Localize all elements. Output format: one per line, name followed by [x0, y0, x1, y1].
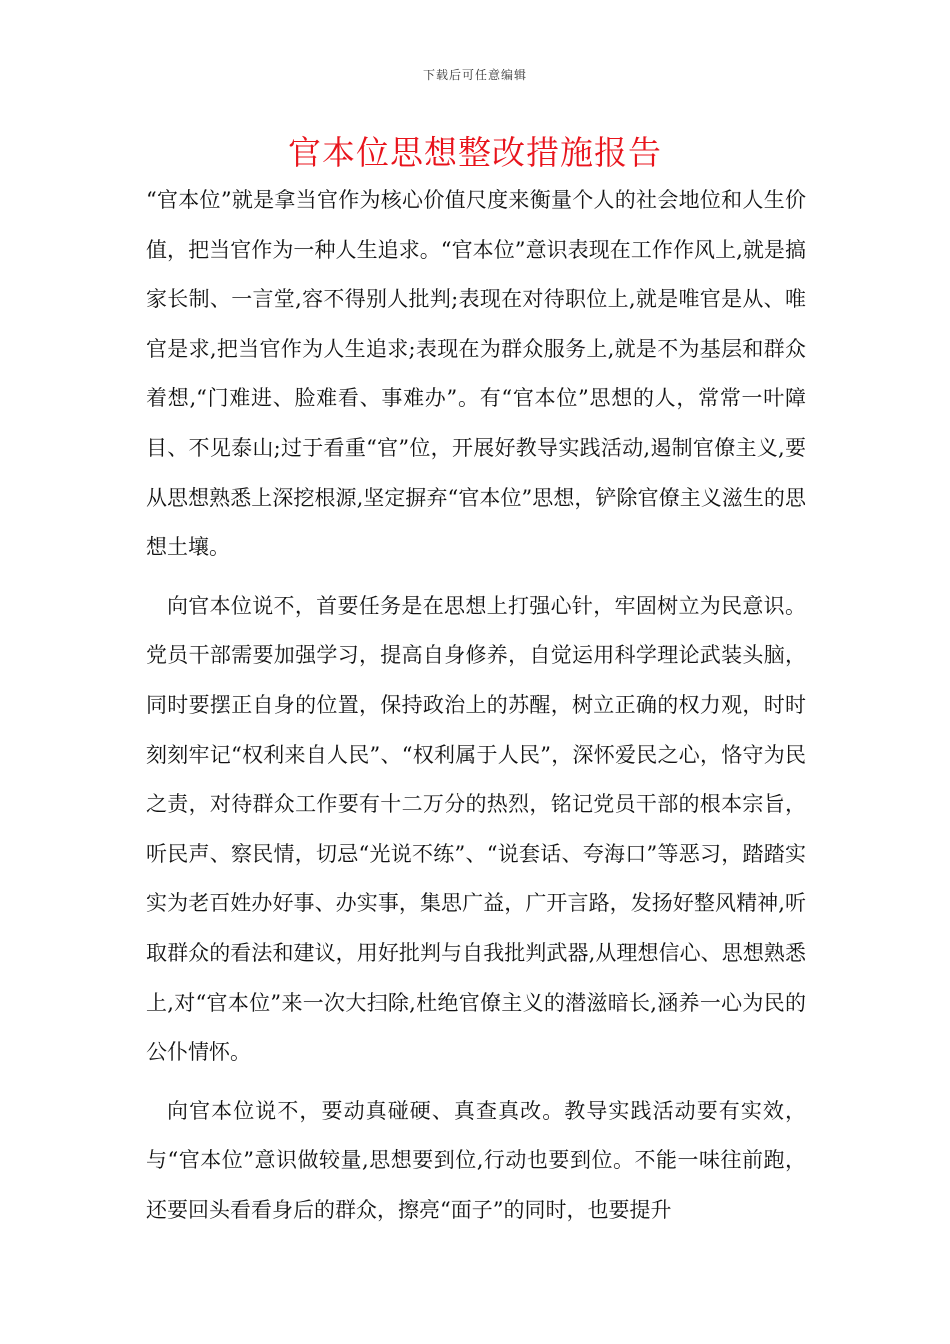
paragraph-3: 向官本位说不，要动真碰硬、真查真改。教导实践活动要有实效，与“官本位”意识做较量,思想要到位,行动也要到位。不能一味往前跑，还要回头看看身后的群众，擦亮“面子”的同时，也要提升 — [146, 1098, 806, 1222]
document-title: 官本位思想整改措施报告 — [288, 133, 662, 172]
header-note: 下载后可任意编辑 — [422, 68, 527, 82]
paragraph-2: 向官本位说不，首要任务是在思想上打强心针，牢固树立为民意识。党员干部需要加强学习，提高自身修养，自觉运用科学理论武装头脑，同时要摆正自身的位置，保持政治上的苏醒，树立正确的权力观，时时刻刻牢记“权利来自人民”、“权利属于人民”，深怀爱民之心，恪守为民之责，对待群众工作要有十二万分的热烈，铭记党员干部的根本宗旨，听民声、察民情，切忌“光说不练”、“说套话、夸海口”等恶习，踏踏实实为老百姓办好事、办实事，集思广益，广开言路，发扬好整风精神,听取群众的看法和建议，用好批判与自我批判武器,从理想信心、思想熟悉上,对“官本位”来一次大扫除,杜绝官僚主义的潜滋暗长,涵养一心为民的公仆情怀。 — [146, 593, 806, 1065]
document-body — [146, 176, 806, 1235]
paragraph-1: “官本位”就是拿当官作为核心价值尺度来衡量个人的社会地位和人生价值，把当官作为一种人生追求。“官本位”意识表现在工作作风上,就是搞家长制、一言堂,容不得别人批判;表现在对待职位上,就是唯官是从、唯官是求,把当官作为人生追求;表现在为群众服务上,就是不为基层和群众着想,“门难进、脸难看、事难办”。有“官本位”思想的人，常常一叶障目、不见泰山;过于看重“官”位，开展好教导实践活动,遏制官僚主义,要从思想熟悉上深挖根源,坚定摒弃“官本位”思想，铲除官僚主义滋生的思想土壤。 — [146, 188, 806, 560]
